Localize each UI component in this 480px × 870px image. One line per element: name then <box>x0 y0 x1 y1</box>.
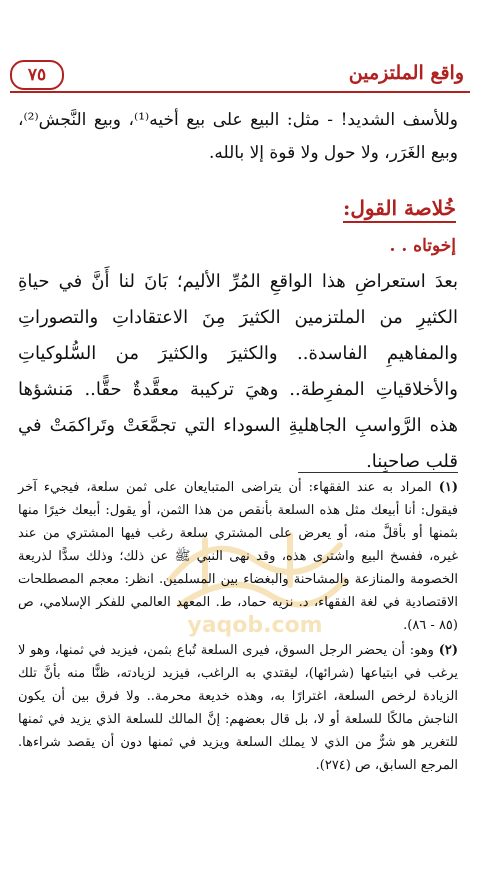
section-heading: خُلاصة القول: <box>343 196 456 223</box>
footnote-2 <box>18 639 458 777</box>
paragraph-intro: وللأسف الشديد! - مثل: البيع على بيع أخيه⁽¹⁾، وبيع النَّجش⁽²⁾، وبيع الغَرَر، ولا حول ولا قوة إلا بالله. <box>18 110 458 163</box>
footnote-2-number: (٢) <box>438 643 458 658</box>
watermark-text: yaqob.com <box>187 613 323 638</box>
footnote-1-number: (١) <box>438 480 458 495</box>
greeting-line: إخوتاه . . <box>389 236 456 256</box>
page-header <box>10 58 470 98</box>
page-number-badge: ٧٥ <box>10 60 64 90</box>
paragraph-summary: بعدَ استعراضِ هذا الواقعِ المُرِّ الأليم؛ بَانَ لنا أَنَّ في حياةِ الكثيرِ من الملتزمين الكثيرَ مِنَ الاعتقاداتِ والتصوراتِ والمفاهيمِ الفاسدة.. والكثيرَ والكثيرَ من السُّلوكياتِ والأخلاقياتِ المفرِطة.. وهيَ تركيبة معقَّدةٌ حقًّا.. مَنشؤها هذه الرَّواسبِ الجاهليةِ السوداء التي تجمَّعَتْ وتَراكمَتْ في قلب صاحبِنا. <box>18 271 458 472</box>
footnote-2-text: وهو: أن يحضر الرجل السوق، فيرى السلعة تُباع بثمن، فيزيد في ثمنها، وهو لا يرغب في ابتياعها (شرائها)، ليقتدي به الراغب، فيزيد لزيادته، ظنًّا منه بأنَّ تلك الزيادة لرخص السلعة، اغترارًا به، وهذه خديعة محرمة.. ولا فرق بين أن يكون الناجش مالكًا للسلعة أو لا، بل قال بعضهم: إنَّ المالك للسلعة الذي يزيد في ثمنها للتغرير هو شرٌّ من الذي لا يملك السلعة ويزيد في ثمنها دون أن يقصد شراءها. المرجع السابق، ص (٢٧٤). <box>18 643 458 773</box>
footnotes <box>18 476 458 779</box>
footnote-1-text: المراد به عند الفقهاء: أن يتراضى المتبايعان على ثمن سلعة، فيجيء آخر فيقول: أنا أبيعك مثل هذه السلعة بأنقص من هذا الثمن، أو يقول: أبيعك خيرًا منها بثمنها أو بأقلَّ منه، أو يعرض على المشتري سلعة رغب فيها المشتري من عند غيره، ففسخ البيع واشترى هذه، وقد نهى النبي ﷺ عن ذلك؛ وذلك سدًّا لذريعة الخصومة والمنازعة والمشاحنة والبغضاء بين المسلمين. انظر: معجم المصطلحات الاقتصادية في لغة الفقهاء، د. نزيه حماد، ط. المعهد العالمي للفكر الإسلامي، ص (٨٥ - ٨٦). <box>18 480 458 633</box>
running-title: واقع الملتزمين <box>348 62 464 84</box>
footnote-1 <box>18 476 458 637</box>
header-rule <box>10 91 470 93</box>
footnote-divider <box>298 472 458 473</box>
